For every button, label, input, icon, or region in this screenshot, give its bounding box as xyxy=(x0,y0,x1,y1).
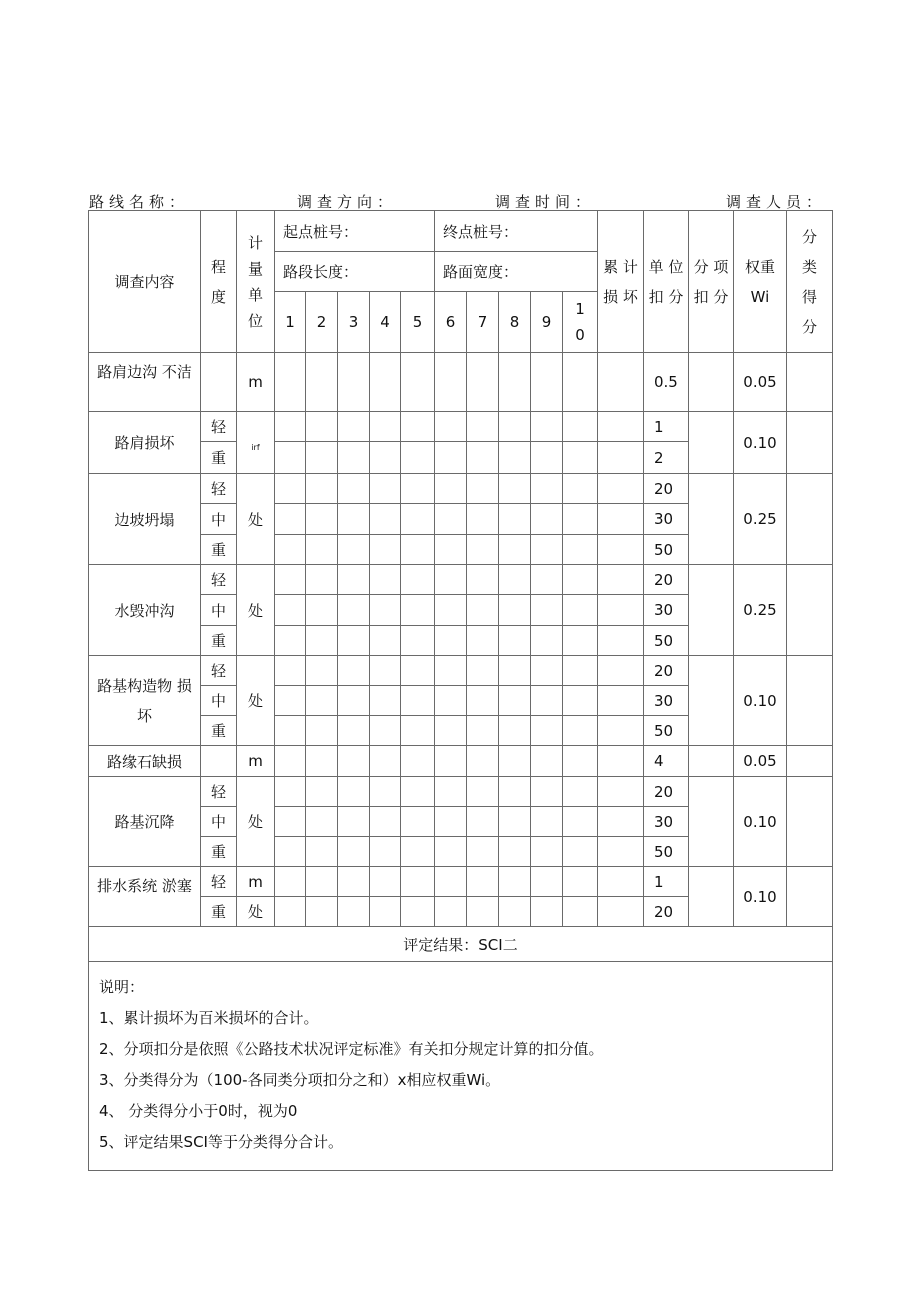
weight-value: 0.10 xyxy=(734,867,787,927)
level: 中 xyxy=(201,504,237,535)
table-row xyxy=(89,656,833,686)
unit-deduct: 50 xyxy=(644,626,689,656)
weight-value: 0.10 xyxy=(734,412,787,474)
unit-deduct: 30 xyxy=(644,686,689,716)
unit-deduct: 1 xyxy=(644,867,689,897)
station-10: 1 0 xyxy=(563,292,598,353)
row-name: 排水系统 淤塞 xyxy=(89,867,201,927)
weight-value: 0.10 xyxy=(734,656,787,746)
row-name: 路基沉降 xyxy=(89,777,201,867)
level: 轻 xyxy=(201,412,237,442)
station-7: 7 xyxy=(467,292,499,353)
notes-title: 说明： xyxy=(99,978,145,996)
level: 轻 xyxy=(201,565,237,595)
header-unit-deduct: 单 位 扣 分 xyxy=(644,211,689,353)
level: 轻 xyxy=(201,656,237,686)
station-9: 9 xyxy=(531,292,563,353)
table-row xyxy=(89,412,833,442)
road-width-label: 路面宽度： xyxy=(435,252,598,292)
table-row xyxy=(89,777,833,807)
evaluation-result: 评定结果：SCI二 xyxy=(89,927,833,962)
row-unit: irf xyxy=(237,412,275,474)
header-degree: 程 度 xyxy=(201,211,237,353)
level: 中 xyxy=(201,595,237,626)
level: 重 xyxy=(201,716,237,746)
unit-deduct: 20 xyxy=(644,777,689,807)
header-unit: 计 量 单 位 xyxy=(237,211,275,353)
note-item: 4、 分类得分小于0时，视为0 xyxy=(99,1102,298,1120)
station-3: 3 xyxy=(338,292,370,353)
station-2: 2 xyxy=(306,292,338,353)
row-unit: 处 xyxy=(237,565,275,656)
station-5: 5 xyxy=(401,292,435,353)
unit-deduct: 30 xyxy=(644,807,689,837)
station-8: 8 xyxy=(499,292,531,353)
unit-deduct: 2 xyxy=(644,442,689,474)
station-4: 4 xyxy=(370,292,401,353)
survey-time-label: 调查时间： xyxy=(495,193,596,211)
row-unit: m xyxy=(237,353,275,412)
note-item: 3、分类得分为（100-各同类分项扣分之和）x相应权重Wi。 xyxy=(99,1071,501,1089)
header-item-deduct: 分 项 扣 分 xyxy=(689,211,734,353)
unit-deduct: 50 xyxy=(644,716,689,746)
level: 重 xyxy=(201,442,237,474)
row-name: 路基构造物 损 坏 xyxy=(89,656,201,746)
unit-deduct: 50 xyxy=(644,837,689,867)
unit-deduct: 30 xyxy=(644,595,689,626)
row-unit: m xyxy=(237,746,275,777)
unit-deduct: 50 xyxy=(644,535,689,565)
row-name: 路肩边沟 不洁 xyxy=(89,353,201,412)
start-stake-label: 起点桩号： xyxy=(275,211,435,252)
section-length-label: 路段长度： xyxy=(275,252,435,292)
notes-section xyxy=(89,962,833,1171)
table-row xyxy=(89,867,833,897)
unit-deduct: 30 xyxy=(644,504,689,535)
level: 重 xyxy=(201,897,237,927)
station-6: 6 xyxy=(435,292,467,353)
level: 中 xyxy=(201,686,237,716)
row-unit: m xyxy=(237,867,275,897)
weight-value: 0.05 xyxy=(734,746,787,777)
end-stake-label: 终点桩号： xyxy=(435,211,598,252)
unit-deduct: 20 xyxy=(644,474,689,504)
unit-deduct: 20 xyxy=(644,656,689,686)
level: 重 xyxy=(201,535,237,565)
weight-value: 0.25 xyxy=(734,474,787,565)
note-item: 1、累计损坏为百米损坏的合计。 xyxy=(99,1009,319,1027)
row-unit: 处 xyxy=(237,474,275,565)
header-weight: 权重 Wi xyxy=(734,211,787,353)
note-item: 5、评定结果SCI等于分类得分合计。 xyxy=(99,1133,343,1151)
unit-deduct: 20 xyxy=(644,565,689,595)
row-name: 路肩损坏 xyxy=(89,412,201,474)
header-content: 调查内容 xyxy=(89,211,201,353)
header-cumulative: 累 计 损 坏 xyxy=(598,211,644,353)
header-class-score: 分 类 得 分 xyxy=(787,211,833,353)
route-name-label: 路线名称： xyxy=(89,193,190,211)
row-unit: 处 xyxy=(237,897,275,927)
table-row xyxy=(89,565,833,595)
row-name: 边坡坍塌 xyxy=(89,474,201,565)
weight-value: 0.10 xyxy=(734,777,787,867)
level: 中 xyxy=(201,807,237,837)
table-row xyxy=(89,474,833,504)
level: 轻 xyxy=(201,777,237,807)
unit-deduct: 20 xyxy=(644,897,689,927)
row-unit: 处 xyxy=(237,656,275,746)
survey-direction-label: 调查方向： xyxy=(297,193,398,211)
unit-deduct: 1 xyxy=(644,412,689,442)
unit-deduct: 0.5 xyxy=(644,353,689,412)
weight-value: 0.25 xyxy=(734,565,787,656)
note-item: 2、分项扣分是依照《公路技术状况评定标准》有关扣分规定计算的扣分值。 xyxy=(99,1040,604,1058)
row-name: 水毁冲沟 xyxy=(89,565,201,656)
level: 轻 xyxy=(201,474,237,504)
row-name: 路缘石缺损 xyxy=(89,746,201,777)
weight-value: 0.05 xyxy=(734,353,787,412)
unit-deduct: 4 xyxy=(644,746,689,777)
level: 重 xyxy=(201,837,237,867)
level: 轻 xyxy=(201,867,237,897)
table-row xyxy=(89,353,833,412)
table-row xyxy=(89,746,833,777)
survey-table xyxy=(88,210,833,1171)
level: 重 xyxy=(201,626,237,656)
station-1: 1 xyxy=(275,292,306,353)
row-unit: 处 xyxy=(237,777,275,867)
survey-personnel-label: 调查人员： xyxy=(726,193,827,211)
